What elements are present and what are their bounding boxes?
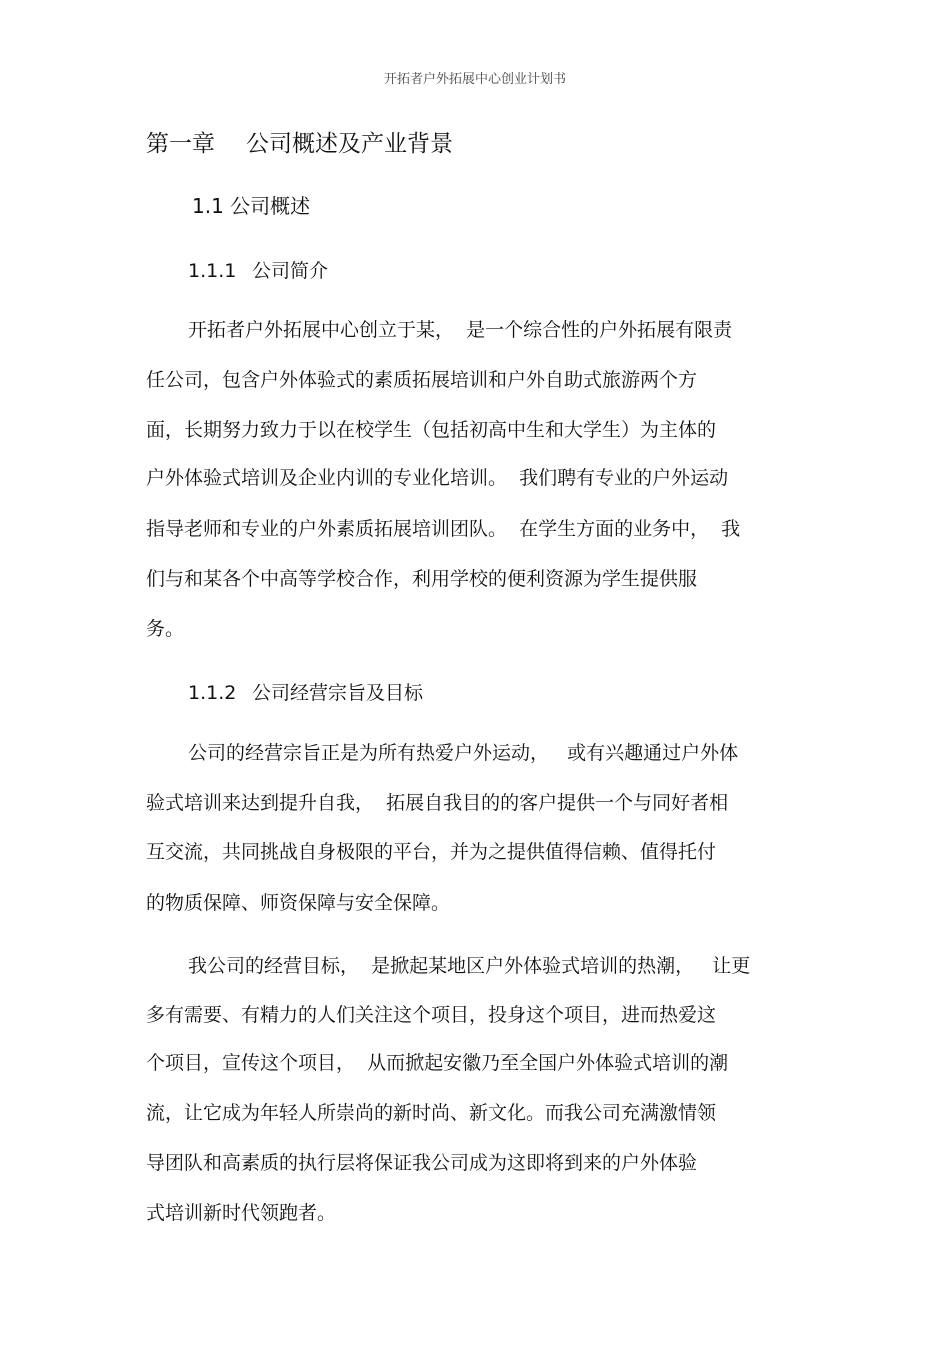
paragraph-line: 个项目，宣传这个项目， 从而掀起安徽乃至全国户外体验式培训的潮 — [146, 1052, 729, 1074]
subsection-heading — [188, 256, 328, 283]
chapter-heading — [146, 125, 453, 158]
paragraph-line: 的物质保障、师资保障与安全保障。 — [146, 892, 451, 914]
paragraph-line: 开拓者户外拓展中心创立于某， 是一个综合性的户外拓展有限责 — [188, 319, 733, 341]
paragraph-line: 我公司的经营目标， 是掀起某地区户外体验式培训的热潮， 让更 — [188, 955, 751, 977]
section-heading: 1.1 公司概述 — [192, 194, 311, 218]
running-header: 开拓者户外拓展中心创业计划书 — [383, 72, 566, 87]
paragraph-line: 式培训新时代领跑者。 — [146, 1202, 337, 1224]
paragraph-line: 多有需要、有精力的人们关注这个项目，投身这个项目，进而热爱这 — [146, 1004, 717, 1026]
paragraph-line: 流，让它成为年轻人所崇尚的新时尚、新文化。而我公司充满激情领 — [146, 1102, 717, 1124]
paragraph-line: 务。 — [146, 618, 185, 640]
subsection-number: 1.1.1 — [188, 260, 237, 282]
chapter-number: 第一章 — [146, 131, 215, 157]
paragraph-line: 验式培训来达到提升自我， 拓展自我目的的客户提供一个与同好者相 — [146, 792, 729, 814]
subsection-title: 公司简介 — [252, 260, 329, 282]
paragraph-line: 导团队和高素质的执行层将保证我公司成为这即将到来的户外体验 — [146, 1152, 698, 1174]
subsection-number: 1.1.2 — [188, 682, 237, 704]
paragraph-line: 们与和某各个中高等学校合作，利用学校的便利资源为学生提供服 — [146, 568, 698, 590]
chapter-title: 公司概述及产业背景 — [246, 131, 453, 157]
subsection-title: 公司经营宗旨及目标 — [252, 682, 424, 704]
subsection-heading — [188, 678, 423, 705]
paragraph-line: 任公司，包含户外体验式的素质拓展培训和户外自助式旅游两个方 — [146, 369, 698, 391]
paragraph-line: 公司的经营宗旨正是为所有热爱户外运动， 或有兴趣通过户外体 — [188, 742, 739, 764]
paragraph-line: 面，长期努力致力于以在校学生（包括初高中生和大学生）为主体的 — [146, 419, 717, 441]
paragraph-line: 指导老师和专业的户外素质拓展培训团队。 在学生方面的业务中， 我 — [146, 518, 741, 540]
paragraph-line: 户外体验式培训及企业内训的专业化培训。 我们聘有专业的户外运动 — [146, 467, 729, 489]
paragraph-line: 互交流，共同挑战自身极限的平台，并为之提供值得信赖、值得托付 — [146, 841, 717, 863]
